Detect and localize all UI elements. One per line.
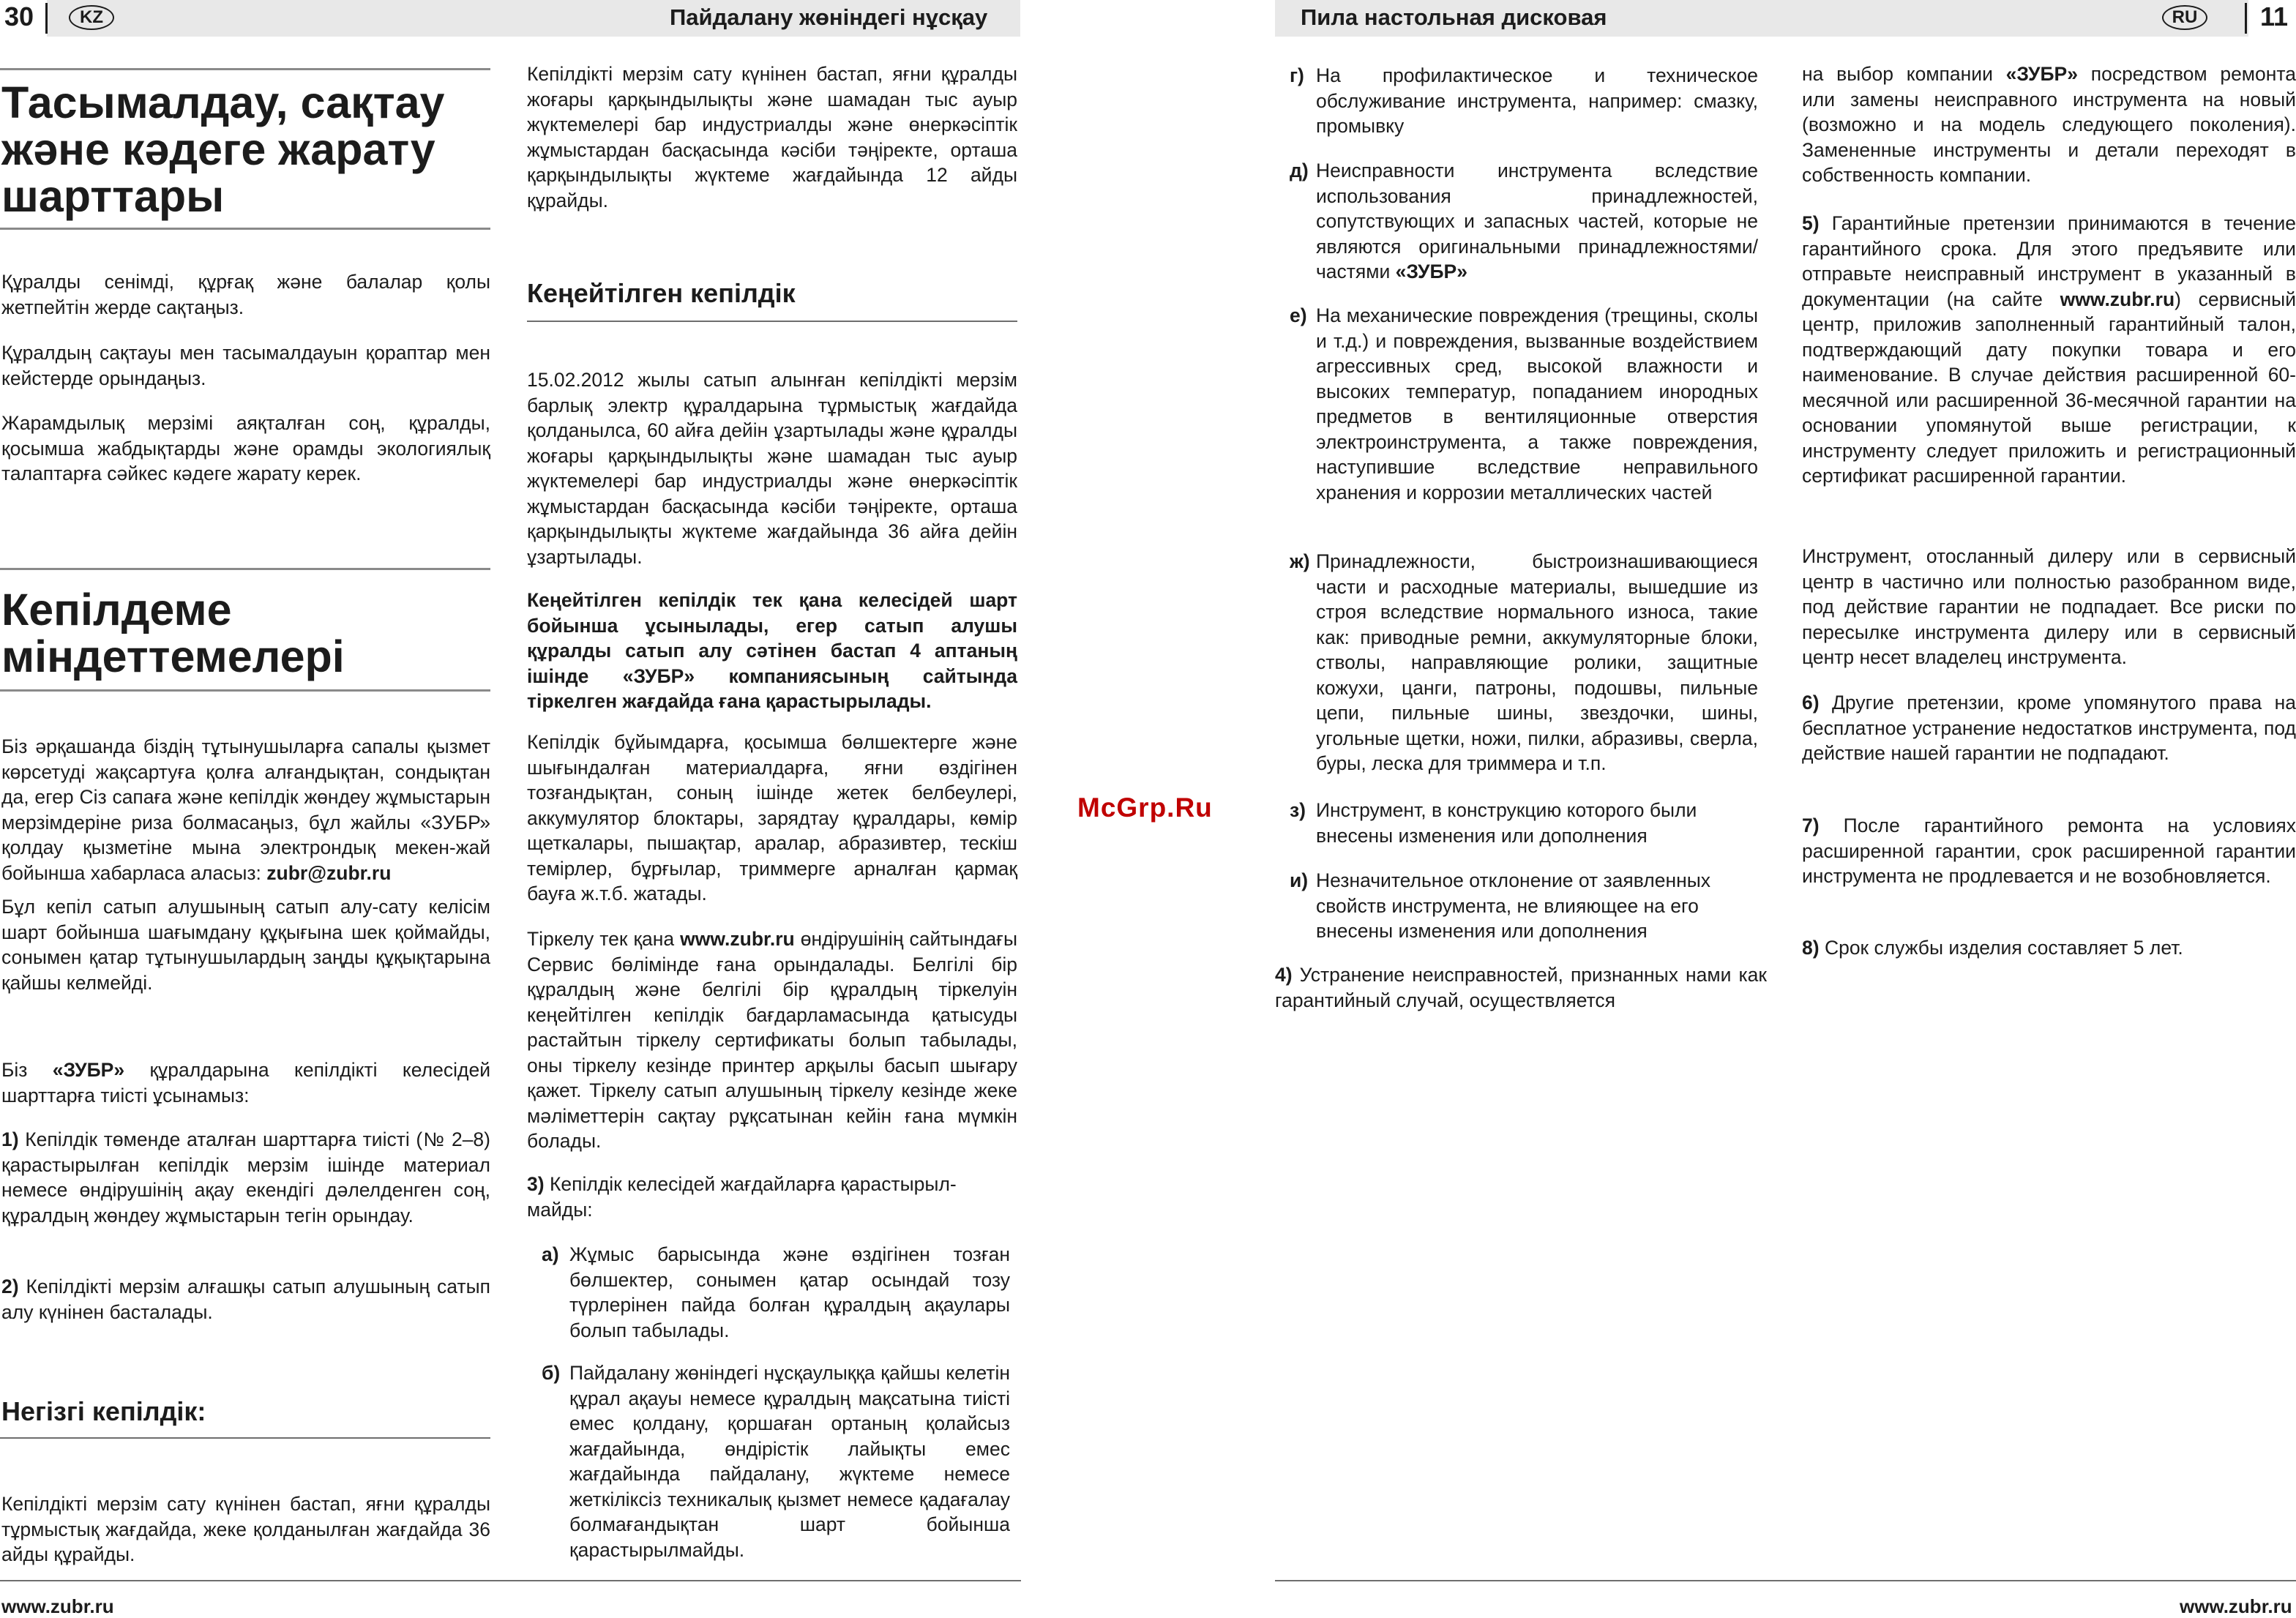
term-6-number: 6) (1802, 692, 1820, 714)
term-2-text: Кепілдікті мерзім алғашқы сатып алушының сатып алу күнінен басталады. (1, 1276, 490, 1323)
para-term-6 (1802, 690, 2296, 766)
list-item-e-text: На механические повреждения (трещины, сколы и т.д.) и повреждения, вызванные воздействием агрессивных сред, высокой влажности и высоких температур, попаданием инородных предметов в вентиляционные отверстия электроинструмента, а также повреждения, наступившие вследствие неправильного хранения и коррозии металлических частей (1316, 304, 1758, 503)
list-item-g-marker: г) (1290, 64, 1304, 86)
term-7-text: После гарантийного ремонта на условиях расширенной гарантии, срок расширенной гарантии инструмента не продлевается и не возобновляется. (1802, 814, 2296, 887)
term-1-text: Кепілдік төменде аталған шарттарға тиісті (№ 2–8) қарастырылған кепілдік мерзім ішінде материал немесе өндірушінің ақау екендігі дәлелденген соң, құралдың жөндеу жұмыстарын тегін орындау. (1, 1128, 490, 1226)
list-item-e (1290, 303, 1758, 505)
list-item-z-text: Инструмент, в конструкцию которого были внесены изменения или дополнения (1316, 799, 1697, 847)
list-item-a-marker: а) (542, 1243, 559, 1265)
para-term-4 (1275, 962, 1767, 1013)
list-item-b (542, 1360, 1010, 1562)
para-packaging: Құралдың сақтауы мен тасымалдауын қораптар мен кейстерде орындаңыз. (1, 342, 490, 389)
right-footer-rule (1275, 1580, 2296, 1581)
left-lang-badge: KZ (69, 5, 114, 30)
term-8-text: Срок службы изделия составляет 5 лет. (1819, 937, 2183, 959)
h-warranty-rule-top (0, 568, 490, 570)
list-item-a-text: Жұмыс барысында және өздігінен тозған бөлшектер, сонымен қатар осындай тозу түрлерінен пайда болған құралдың ақаулары болып табылады. (569, 1243, 1010, 1341)
list-item-e-marker: е) (1290, 304, 1307, 326)
term-5-c: ) сервисный центр, приложив заполненный гарантийный талон, подтверждающий дату покупки товара и его наименование. В случае действия расширенной 60-месячной или расширенной 36-месячной гарантии на основании упомянутой выше регистрации, к инструменту следует приложить и регистрационный сертификат расширенной гарантии. (1802, 288, 2296, 487)
term-5-a: Гарантийные претензии принимаются в течение гарантийного срока. Для этого предъявите или отправьте неисправный инструмент в указанный в документации (на сайте (1802, 212, 2296, 310)
list-item-d-marker: д) (1290, 160, 1309, 181)
list-item-i-text: Незначительное отклонение от заявленных свойств инструмента, не влияющее на его внесены изменения или дополнения (1316, 869, 1711, 942)
repair-choice-a: на выбор компании (1802, 63, 2006, 85)
para-exclusions: Кепілдік бұйымдарға, қосымша бөлшектерге және шығындалған материалдарға, яғни өздігінен тозғандықтан, соның ішінде жетек белбеулері, аккумулятор блоктары, зарядтау құралдары, көмір щеткалары, пышақтар, аралар, абразивтер, тескіш темірлер, бұрғылар, триммерге арналған қармақ бауға ж.т.б. жатады. (527, 731, 1017, 904)
h-transport-rule-bottom (0, 228, 490, 230)
para-registration (527, 926, 1017, 1154)
registration-a: Тіркелу тек қана (527, 928, 681, 950)
list-item-i (1290, 868, 1758, 944)
registration-link[interactable]: www.zubr.ru (680, 928, 795, 950)
list-item-z (1290, 798, 1758, 848)
terms-intro-brand: «ЗУБР» (52, 1059, 125, 1081)
para-term-5 (1802, 211, 2296, 489)
para-rights: Бұл кепіл сатып алушының сатып алу-сату келісім шарт бойынша шағымдану құқығына шек қоймайды, сонымен қатар тұтынушылардың заңды құқықтарына қайшы келмейді. (1, 896, 490, 994)
support-email[interactable]: zubr@zubr.ru (266, 861, 392, 884)
left-footer-rule (0, 1580, 1021, 1581)
watermark: McGrp.Ru (1077, 793, 1213, 823)
right-lang-badge: RU (2162, 5, 2207, 30)
right-footer-url[interactable]: www.zubr.ru (2180, 1595, 2292, 1617)
term-2-number: 2) (1, 1276, 19, 1297)
para-dealer: Инструмент, отосланный дилеру или в сервисный центр в частично или полностью разобранном виде, под действие гарантии не подпадает. Все риски по пересылке инструмента дилеру или в сервисный центр несет владелец инструмента. (1802, 545, 2296, 668)
list-item-g (1290, 63, 1758, 139)
term-4-text: Устранение неисправностей, признанных нами как гарантийный случай, осуществляется (1275, 964, 1767, 1011)
list-item-a (542, 1242, 1010, 1343)
para-extended-condition (527, 588, 1017, 714)
not-covered-text: Кепілдік келесідей жағдайларға қарастырыл-майды: (527, 1173, 957, 1221)
para-pro-term: Кепілдікті мерзім сату күнінен бастап, яғни құралды жоғары қарқындылықты және шамадан тыс ауыр жүктемелері бар индустриалды және өнеркәсіптік жұмыстардан басқасында кәсіби тәңіректе, орташа қарқындылықты жүктеме жағдайында 12 айды құрайды. (527, 63, 1017, 211)
term-5-number: 5) (1802, 212, 1820, 234)
left-page-number: 30 (4, 1, 34, 31)
h-basic-rule (0, 1437, 490, 1439)
list-item-i-marker: и) (1290, 869, 1309, 891)
right-header-title: Пила настольная дисковая (1301, 4, 1607, 30)
left-footer-url[interactable]: www.zubr.ru (1, 1595, 114, 1617)
para-terms-intro (1, 1057, 490, 1108)
para-disposal: Жарамдылық мерзімі аяқталған соң, құралды, қосымша жабдықтарды және орамды экологиялық талаптарға сәйкес кәдеге жарату керек. (1, 412, 490, 484)
para-quality (1, 734, 490, 885)
terms-intro-a: Біз (1, 1059, 53, 1081)
not-covered-number: 3) (527, 1173, 545, 1195)
para-term-2 (1, 1274, 490, 1325)
para-storage: Құралды сенімді, құрғақ және балалар қолы жетпейтін жерде сақтаңыз. (1, 271, 490, 318)
para-not-covered (527, 1172, 1017, 1222)
term-7-number: 7) (1802, 814, 1820, 836)
registration-c: өндірушінің сайтындағы Сервис бөлімінде ғана орындалады. Белгілі бір құралдың және белгілі бір құралдың тіркелуін кеңейтілген кепілдік бағдарламасында қатысуды растайтын тіркелу сертификаты болып табылады, оны тіркелу кезінде принтер арқылы басып шығару қажет. Тіркелу сатып алушының тіркелу кезінде жеке мәліметтерін сақтау рұқсатынан кейін ғана мүмкін болады. (527, 928, 1017, 1152)
term-8-number: 8) (1802, 937, 1820, 959)
list-item-d-text (1316, 158, 1758, 285)
list-item-zh-marker: ж) (1290, 550, 1310, 572)
right-page-number: 11 (2260, 1, 2289, 31)
heading-warranty: Кепілдеме міндеттемелері (1, 585, 345, 681)
list-item-b-text: Пайдалану жөніндегі нұсқаулыққа қайшы келетін құрал ақауы немесе құралдың мақсатына тиісті емес қолдану, қоршаған ортаның қолайсыз жағдайында, өндірістік лайықты емес жағдайында пайдалану, жүктеме немесе жеткіліксіз техникалық қызмет немесе қадағалау болмағандықтан шарт бойынша қарастырылмайды. (569, 1362, 1010, 1561)
right-header-divider (2245, 3, 2247, 34)
list-item-d (1290, 158, 1758, 285)
h-extended-rule (527, 321, 1017, 322)
list-item-zh (1290, 549, 1758, 776)
terms-intro-c: құралдарына кепілдікті келесідей шарттарға тиісті ұсынамыз: (1, 1059, 490, 1106)
para-basic-term: Кепілдікті мерзім сату күнінен бастап, яғни құралды тұрмыстық жағдайда, жеке қолданылған жағдайда 36 айды құрайды. (1, 1493, 490, 1565)
para-term-1 (1, 1127, 490, 1228)
list-item-z-marker: з) (1290, 799, 1306, 821)
list-item-zh-text: Принадлежности, быстроизнашивающиеся части и расходные материалы, вышедшие из строя вследствие нормального износа, такие как: приводные ремни, аккумуляторные блоки, стволы, направляющие ролики, защитные кожухи, цанги, патроны, подошвы, пильные цепи, пильные шины, звездочки, шины, угольные щетки, ножи, пилки, абразивы, сверла, буры, леска для триммера и т.п. (1316, 550, 1758, 774)
heading-basic-warranty: Негізгі кепілдік: (1, 1396, 206, 1426)
repair-choice-brand: «ЗУБР» (2005, 63, 2078, 85)
heading-transport: Тасымалдау, сақтау және кәдеге жарату шарттары (1, 78, 445, 221)
list-item-d-body: Неисправности инструмента вследствие использования принадлежностей, сопутствующих и запасных частей, которые не являются оригинальными принадлежностями/ частями (1316, 160, 1758, 282)
para-repair-choice (1802, 61, 2296, 188)
left-header-title: Пайдалану жөніндегі нұсқау (670, 4, 988, 30)
list-item-d-brand: «ЗУБР» (1395, 261, 1467, 282)
para-extended-term: 15.02.2012 жылы сатып алынған кепілдікті мерзім барлық электр құралдарына тұрмыстық жағдайда қолданылса, 60 айға дейін ұзартылады және құралды жоғары қарқындылықты және шамадан тыс ауыр жүктемелері бар индустриалды және өнеркәсіптік жұмыстардан басқасында кәсіби тәңіректе, орташа қарқындылықты жүктеме жағдайында 36 айға дейін ұзартылады. (527, 369, 1017, 568)
list-item-b-marker: б) (542, 1362, 561, 1384)
term-1-number: 1) (1, 1128, 19, 1150)
left-header-divider (45, 3, 48, 34)
term-4-number: 4) (1275, 964, 1293, 986)
heading-extended-warranty: Кеңейтілген кепілдік (527, 278, 796, 308)
term-6-text: Другие претензии, кроме упомянутого права на бесплатное устранение недостатков инструмента, под действие нашей гарантии не подпадают. (1802, 692, 2296, 764)
para-term-8 (1802, 935, 2296, 961)
list-item-g-text: На профилактическое и техническое обслуживание инструмента, например: смазку, промывку (1316, 64, 1758, 137)
para-quality-text: Біз әрқашанда біздің тұтынушыларға сапалы қызмет көрсетуді жақсартуға қолға алғандықтан, сондықтан да, егер Сіз сапаға және кепілдік жөндеу жұмыстарын мерзімдеріне риза болмасаңыз, бұл жайлы «ЗУБР» қолдау қызметіне мына электрондық мекен-жай бойынша хабарласа аласыз: (1, 735, 490, 884)
term-5-link[interactable]: www.zubr.ru (2060, 288, 2175, 310)
h-warranty-rule-bottom (0, 689, 490, 692)
repair-choice-c: посредством ремонта или замены неисправного инструмента на новый (возможно и на модель следующего поколения). Замененные инструменты и детали переходят в собственность компании. (1802, 63, 2296, 186)
h-transport-rule-top (0, 68, 490, 70)
extended-condition-text: Кеңейтілген кепілдік тек қана келесідей шарт бойынша ұсынылады, егер сатып алушы құралды сатып алу сәтінен бастап 4 аптаның ішінде «ЗУБР» компаниясының сайтында тіркелген жағдайда ғана қарастырылады. (527, 589, 1017, 712)
para-term-7 (1802, 813, 2296, 889)
